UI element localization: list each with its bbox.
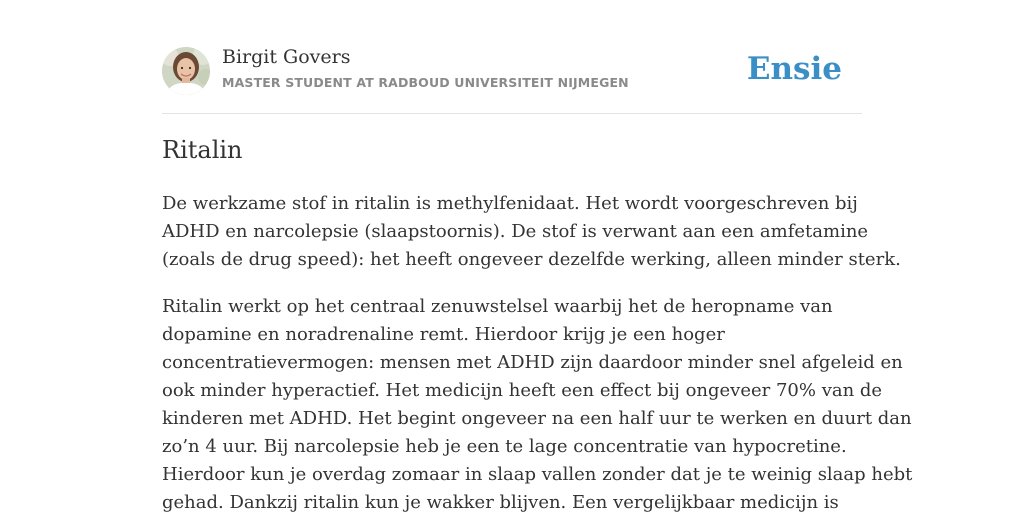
page-header bbox=[162, 45, 862, 114]
paragraph-line: dopamine en noradrenaline remt. Hierdoor krijg je een hoger bbox=[162, 324, 725, 345]
paragraph-line: ook minder hyperactief. Het medicijn heeft een effect bij ongeveer 70% van de bbox=[162, 380, 883, 401]
article-paragraph-2 bbox=[162, 293, 913, 512]
author-name[interactable]: Birgit Govers bbox=[222, 46, 351, 68]
paragraph-line: gehad. Dankzij ritalin kun je wakker blijven. Een vergelijkbaar medicijn is bbox=[162, 492, 839, 512]
article-paragraph-1 bbox=[162, 190, 901, 274]
avatar-portrait-icon bbox=[162, 47, 210, 95]
paragraph-line: ADHD en narcolepsie (slaapstoornis). De stof is verwant aan een amfetamine bbox=[162, 221, 869, 242]
paragraph-line: concentratievermogen: mensen met ADHD zijn daardoor minder snel afgeleid en bbox=[162, 352, 903, 373]
paragraph-line: kinderen met ADHD. Het begint ongeveer na een half uur te werken en duurt dan bbox=[162, 408, 912, 429]
article-title: Ritalin bbox=[162, 136, 243, 164]
paragraph-line: Hierdoor kun je overdag zomaar in slaap vallen zonder dat je te weinig slaap hebt bbox=[162, 464, 913, 485]
paragraph-line: zo’n 4 uur. Bij narcolepsie heb je een te lage concentratie van hypocretine. bbox=[162, 436, 847, 457]
ensie-logo[interactable]: Ensie bbox=[746, 51, 842, 87]
paragraph-line: Ritalin werkt op het centraal zenuwstelsel waarbij het de heropname van bbox=[162, 296, 833, 317]
paragraph-line: De werkzame stof in ritalin is methylfenidaat. Het wordt voorgeschreven bij bbox=[162, 193, 858, 214]
paragraph-line: (zoals de drug speed): het heeft ongeveer dezelfde werking, alleen minder sterk. bbox=[162, 249, 901, 270]
author-role: MASTER STUDENT AT RADBOUD UNIVERSITEIT NIJMEGEN bbox=[222, 75, 629, 90]
author-avatar[interactable] bbox=[162, 47, 210, 95]
article-body bbox=[162, 190, 913, 512]
